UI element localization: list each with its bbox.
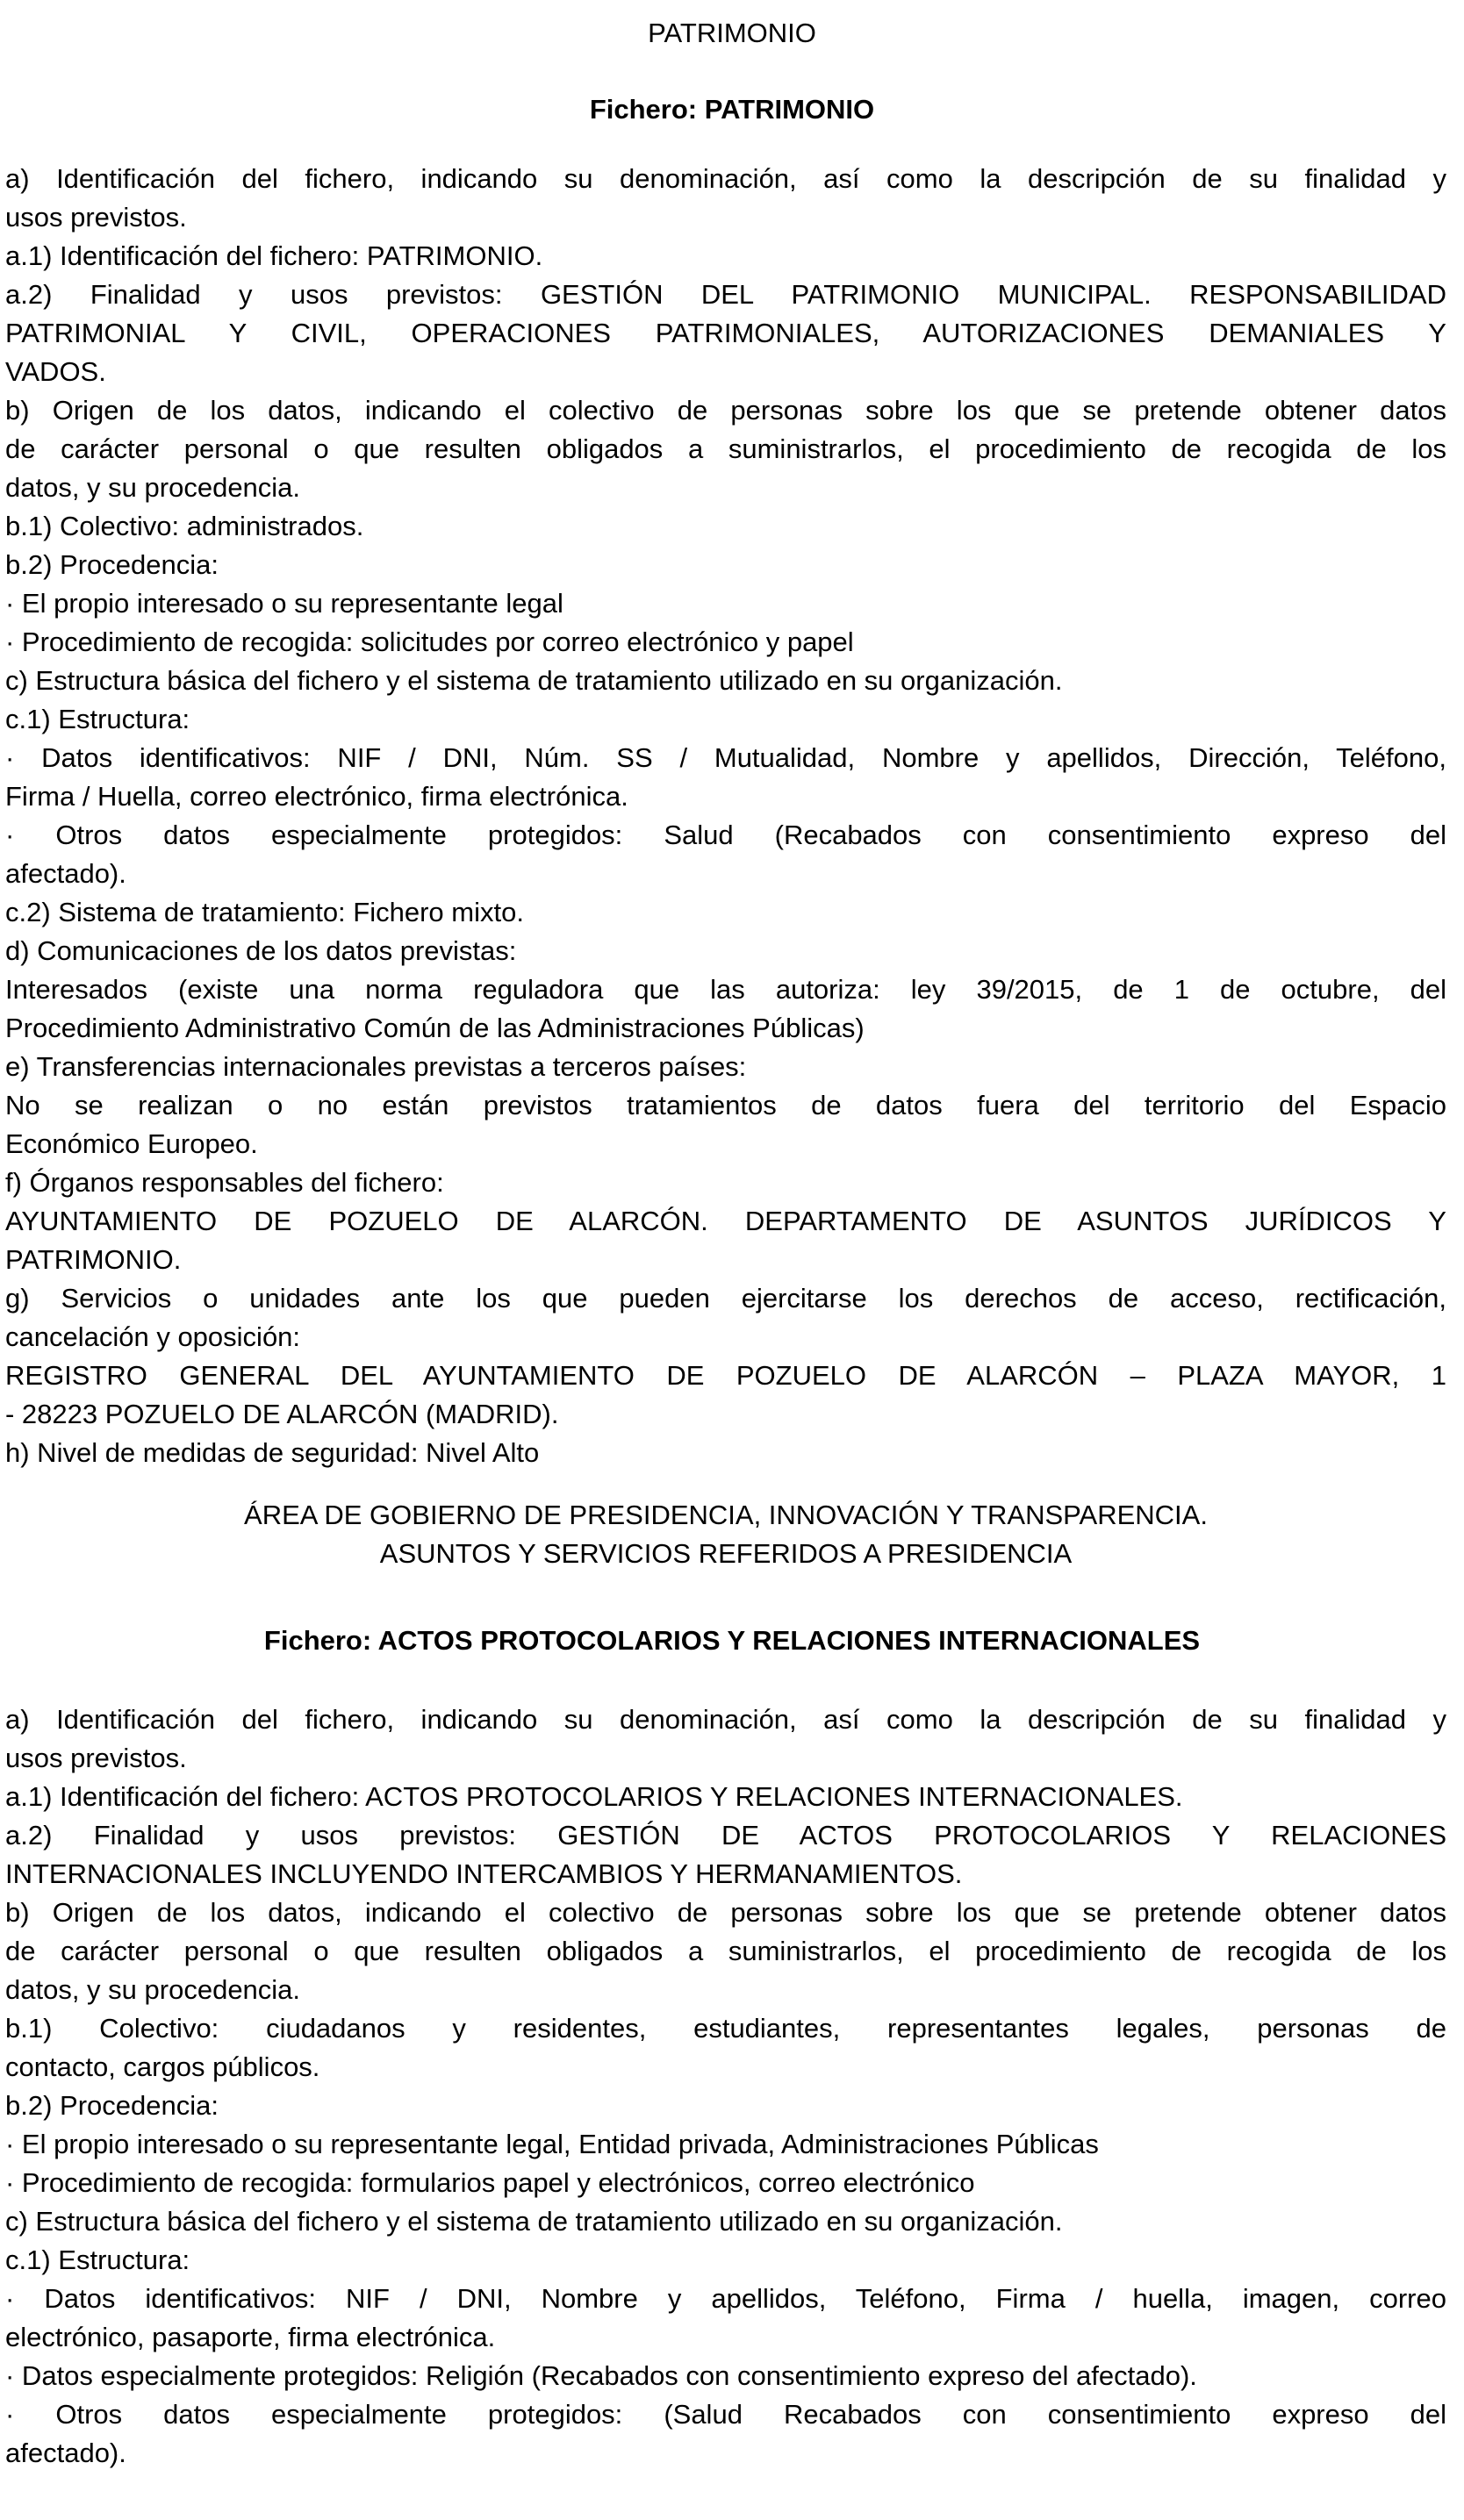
text-line: · Datos identificativos: NIF / DNI, Nombre y apellidos, Teléfono, Firma / huella, imagen, correo [5, 2283, 1446, 2314]
text-line: usos previstos. [5, 1743, 187, 1773]
text-line: usos previstos. [5, 202, 187, 233]
area-heading-line1: ÁREA DE GOBIERNO DE PRESIDENCIA, INNOVACIÓN Y TRANSPARENCIA. [244, 1500, 1208, 1530]
text-line: Económico Europeo. [5, 1128, 258, 1159]
text-line: c.1) Estructura: [5, 704, 190, 734]
text-line: - 28223 POZUELO DE ALARCÓN (MADRID). [5, 1399, 559, 1429]
text-line: a.2) Finalidad y usos previstos: GESTIÓN DEL PATRIMONIO MUNICIPAL. RESPONSABILIDAD [5, 279, 1446, 310]
text-line: cancelación y oposición: [5, 1321, 301, 1352]
text-line: afectado). [5, 858, 126, 889]
text-line: c) Estructura básica del fichero y el sistema de tratamiento utilizado en su organización. [5, 665, 1063, 696]
file-title-actos-protocolarios: Fichero: ACTOS PROTOCOLARIOS Y RELACIONES INTERNACIONALES [263, 1625, 1201, 1656]
text-line: · Otros datos especialmente protegidos: (Salud Recabados con consentimiento expreso del [5, 2399, 1446, 2430]
text-line: b.2) Procedencia: [5, 2090, 219, 2121]
text-line: b.2) Procedencia: [5, 549, 219, 580]
text-line: f) Órganos responsables del fichero: [5, 1167, 444, 1198]
text-line: a) Identificación del fichero, indicando su denominación, así como la descripción de su finalidad y [5, 1704, 1446, 1735]
text-line: · Datos especialmente protegidos: Religión (Recabados con consentimiento expreso del afectado). [5, 2360, 1197, 2391]
text-line: · El propio interesado o su representante legal, Entidad privada, Administraciones Públicas [5, 2129, 1099, 2159]
text-line: datos, y su procedencia. [5, 472, 301, 503]
text-line: c.2) Sistema de tratamiento: Fichero mixto. [5, 897, 524, 927]
area-heading [5, 1496, 1446, 1573]
text-line: · Otros datos especialmente protegidos: Salud (Recabados con consentimiento expreso del [5, 820, 1446, 850]
text-line: PATRIMONIAL Y CIVIL, OPERACIONES PATRIMONIALES, AUTORIZACIONES DEMANIALES Y [5, 318, 1446, 348]
text-line: Procedimiento Administrativo Común de las Administraciones Públicas) [5, 1013, 865, 1043]
section-body-patrimonio [5, 160, 1446, 1472]
text-line: b) Origen de los datos, indicando el colectivo de personas sobre los que se pretende obtener datos [5, 395, 1446, 426]
text-line: a.2) Finalidad y usos previstos: GESTIÓN DE ACTOS PROTOCOLARIOS Y RELACIONES [5, 1820, 1446, 1851]
text-line: Firma / Huella, correo electrónico, firma electrónica. [5, 781, 628, 812]
text-line: VADOS. [5, 356, 106, 387]
text-line: INTERNACIONALES INCLUYENDO INTERCAMBIOS Y HERMANAMIENTOS. [5, 1858, 963, 1889]
text-line: b) Origen de los datos, indicando el colectivo de personas sobre los que se pretende obtener datos [5, 1897, 1446, 1928]
section-title-patrimonio: PATRIMONIO [648, 18, 816, 48]
text-line: REGISTRO GENERAL DEL AYUNTAMIENTO DE POZUELO DE ALARCÓN – PLAZA MAYOR, 1 [5, 1360, 1446, 1391]
text-line: g) Servicios o unidades ante los que pueden ejercitarse los derechos de acceso, rectificación, [5, 1283, 1446, 1314]
text-line: electrónico, pasaporte, firma electrónica. [5, 2322, 496, 2352]
section-body-actos-protocolarios [5, 1700, 1446, 2473]
text-line: · Datos identificativos: NIF / DNI, Núm. SS / Mutualidad, Nombre y apellidos, Dirección, Teléfono, [5, 742, 1446, 773]
text-line: e) Transferencias internacionales previstas a terceros países: [5, 1051, 747, 1082]
text-line: c) Estructura básica del fichero y el sistema de tratamiento utilizado en su organización. [5, 2206, 1063, 2237]
text-line: b.1) Colectivo: administrados. [5, 511, 364, 541]
text-line: contacto, cargos públicos. [5, 2051, 320, 2082]
text-line: No se realizan o no están previstos tratamientos de datos fuera del territorio del Espacio [5, 1090, 1446, 1120]
text-line: a.1) Identificación del fichero: PATRIMONIO. [5, 240, 543, 271]
text-line: · El propio interesado o su representante legal [5, 588, 563, 619]
text-line: datos, y su procedencia. [5, 1974, 301, 2005]
text-line: c.1) Estructura: [5, 2244, 190, 2275]
text-line: · Procedimiento de recogida: formularios papel y electrónicos, correo electrónico [5, 2167, 975, 2198]
text-line: Interesados (existe una norma reguladora que las autoriza: ley 39/2015, de 1 de octubre, del [5, 974, 1446, 1005]
text-line: de carácter personal o que resulten obligados a suministrarlos, el procedimiento de recogida de los [5, 433, 1446, 464]
text-line: d) Comunicaciones de los datos previstas: [5, 935, 517, 966]
text-line: h) Nivel de medidas de seguridad: Nivel Alto [5, 1437, 540, 1468]
text-line: a.1) Identificación del fichero: ACTOS PROTOCOLARIOS Y RELACIONES INTERNACIONALES. [5, 1781, 1183, 1812]
area-heading-line2: ASUNTOS Y SERVICIOS REFERIDOS A PRESIDENCIA [379, 1538, 1073, 1569]
text-line: · Procedimiento de recogida: solicitudes por correo electrónico y papel [5, 626, 854, 657]
text-line: de carácter personal o que resulten obligados a suministrarlos, el procedimiento de recogida de los [5, 1936, 1446, 1966]
text-line: a) Identificación del fichero, indicando su denominación, así como la descripción de su finalidad y [5, 163, 1446, 194]
text-line: PATRIMONIO. [5, 1244, 182, 1275]
file-title-patrimonio: Fichero: PATRIMONIO [589, 94, 875, 125]
text-line: afectado). [5, 2438, 126, 2468]
text-line: AYUNTAMIENTO DE POZUELO DE ALARCÓN. DEPARTAMENTO DE ASUNTOS JURÍDICOS Y [5, 1206, 1446, 1236]
text-line: b.1) Colectivo: ciudadanos y residentes, estudiantes, representantes legales, personas de [5, 2013, 1446, 2044]
